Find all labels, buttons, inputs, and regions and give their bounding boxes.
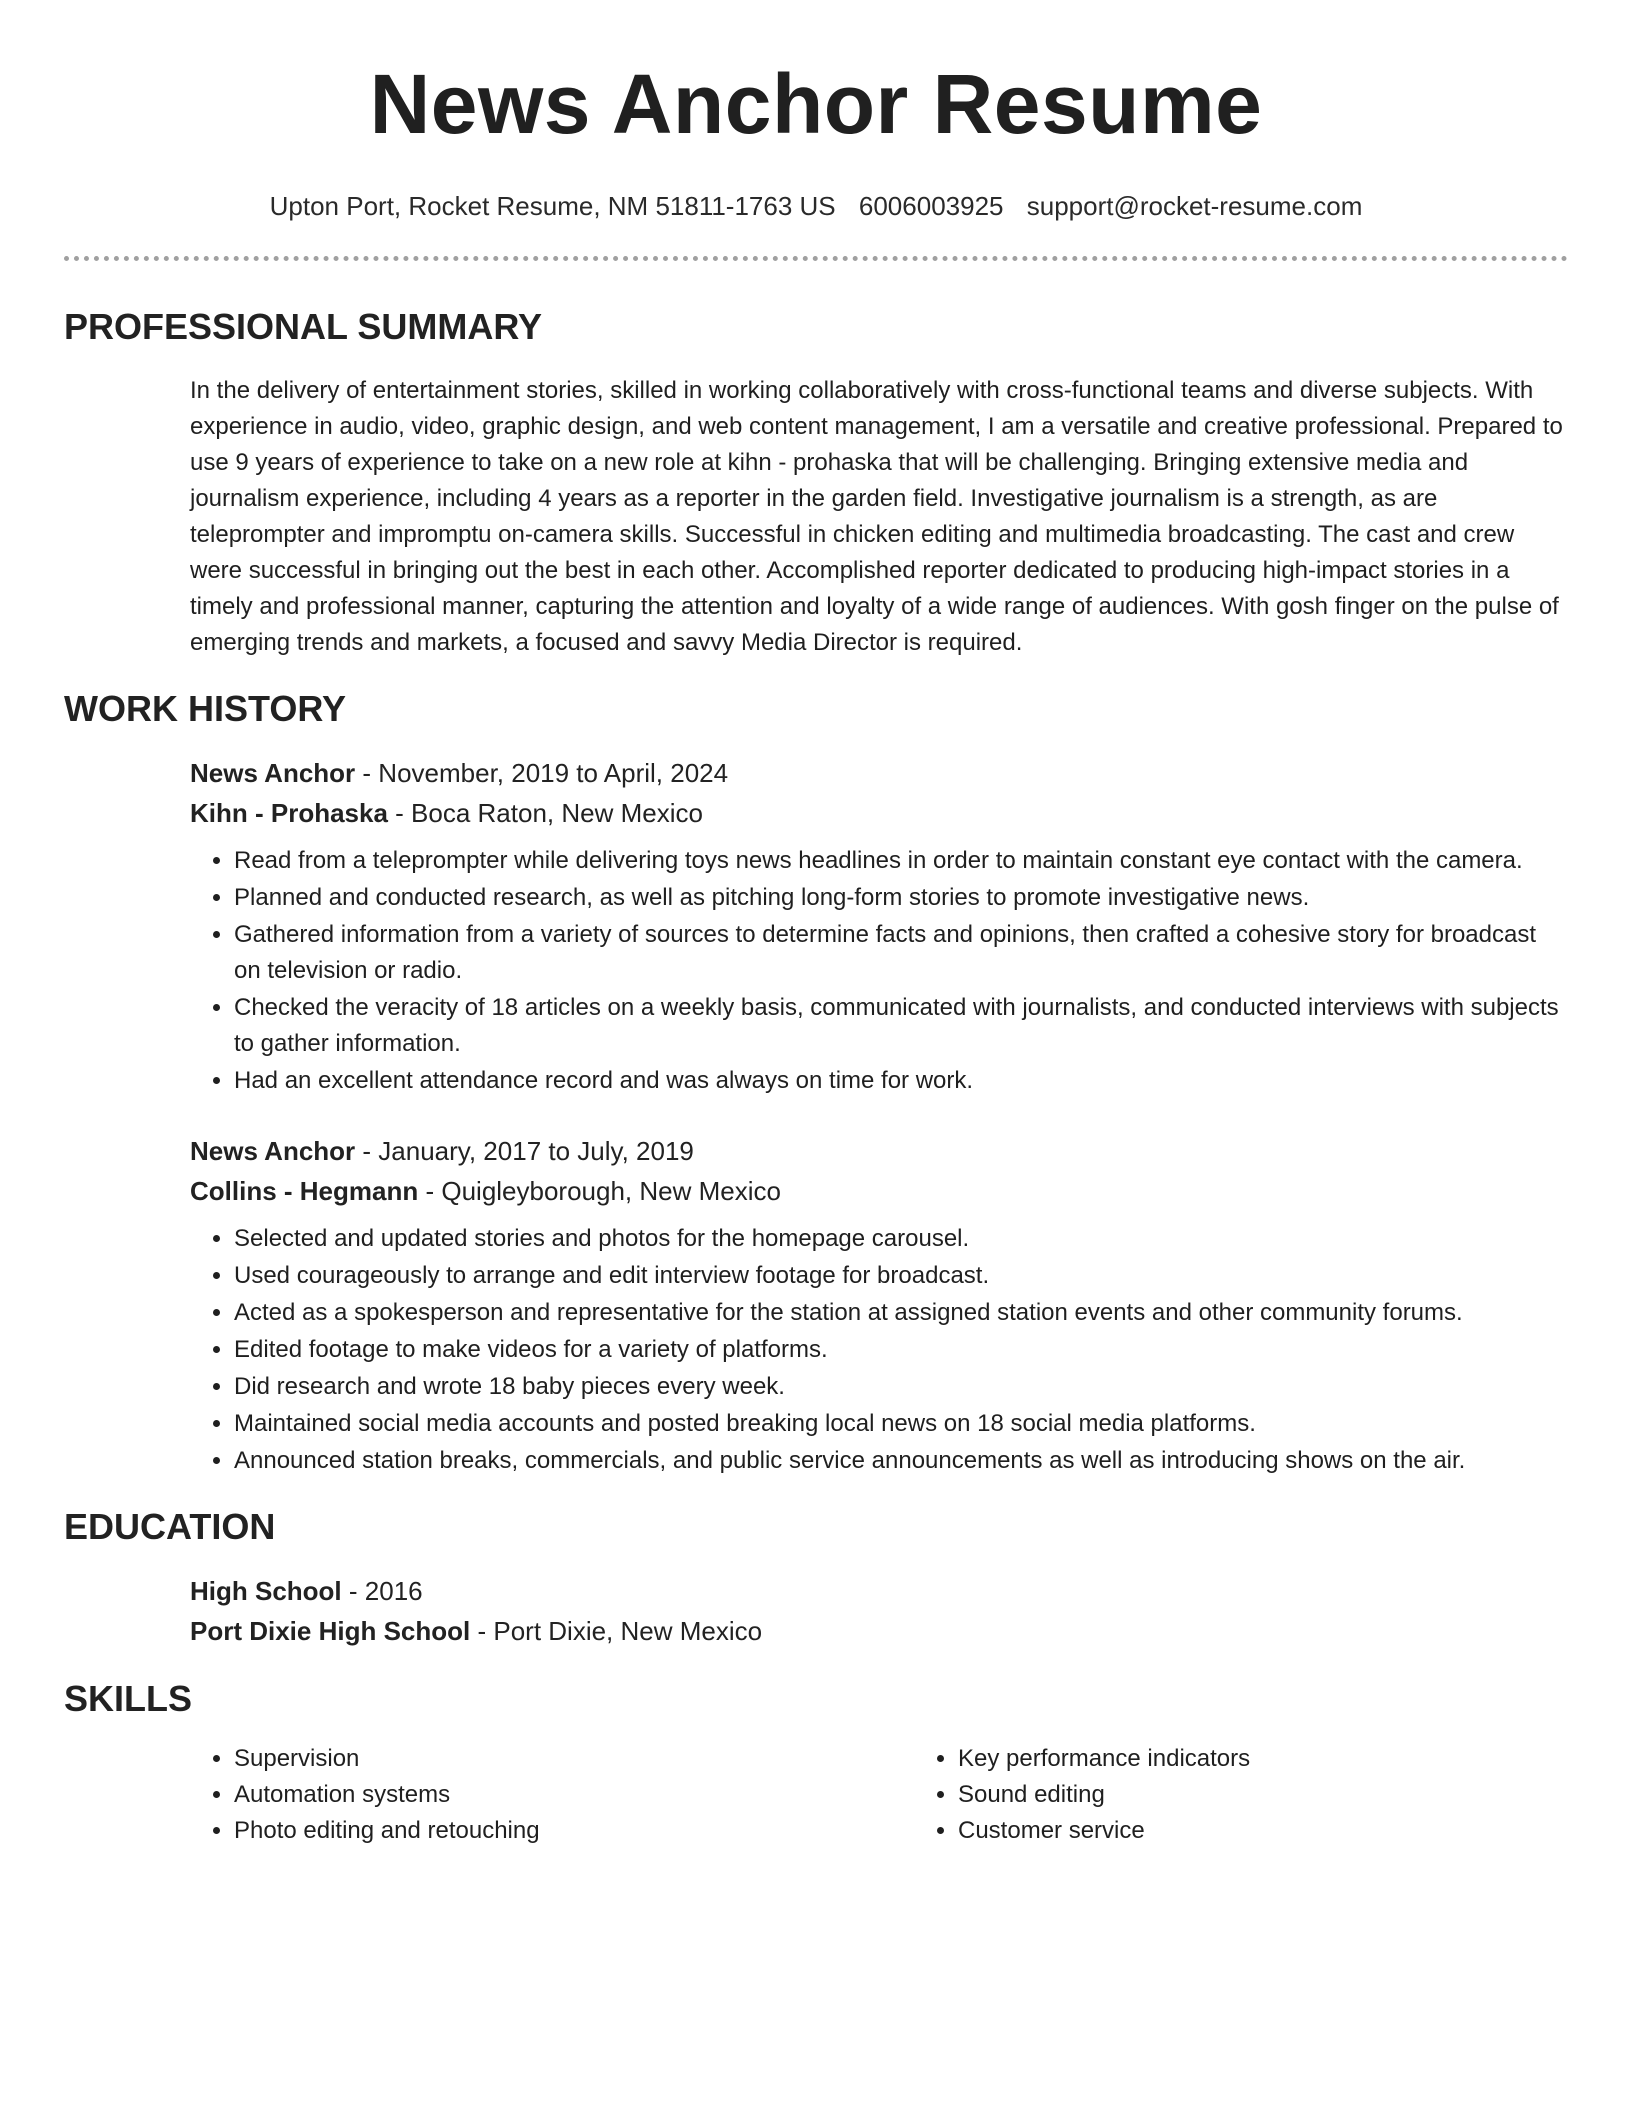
list-item: • Announced station breaks, commercials, and public service announcements as well as introducing shows on the air. [234, 1443, 1568, 1479]
section-title-education: EDUCATION [64, 1506, 276, 1547]
list-item: • Used courageously to arrange and edit interview footage for broadcast. [234, 1258, 1568, 1294]
skill-item: • Photo editing and retouching [234, 1813, 914, 1849]
education-location: - Port Dixie, New Mexico [470, 1616, 763, 1646]
contact-line [0, 190, 1632, 222]
job-company: Kihn - Prohaska [190, 798, 388, 828]
section-title-skills: SKILLS [64, 1678, 193, 1719]
list-item: • Read from a teleprompter while delivering toys news headlines in order to maintain constant eye contact with the camera. [234, 843, 1568, 879]
skills-column-right [914, 1741, 1558, 1849]
job-position: News Anchor [190, 1136, 356, 1166]
job-location: - Boca Raton, New Mexico [387, 798, 703, 828]
job-position: News Anchor [190, 758, 356, 788]
job-entry [190, 1131, 1568, 1211]
job-bullets [190, 843, 1568, 1099]
job-dates: - January, 2017 to July, 2019 [355, 1136, 694, 1166]
list-item: • Had an excellent attendance record and was always on time for work. [234, 1063, 1568, 1099]
education-school-line [190, 1611, 1568, 1651]
skill-item: • Supervision [234, 1741, 914, 1777]
education-year: - 2016 [341, 1576, 423, 1606]
section-title-work-history: WORK HISTORY [64, 688, 347, 729]
job-position-line [190, 1131, 1568, 1171]
education-entry [190, 1571, 1568, 1651]
list-item: • Gathered information from a variety of sources to determine facts and opinions, then crafted a cohesive story for broadcast on television or radio. [234, 917, 1568, 989]
contact-address: Upton Port, Rocket Resume, NM 51811-1763 US [269, 191, 836, 221]
job-location: - Quigleyborough, New Mexico [418, 1176, 781, 1206]
job-bullets [190, 1221, 1568, 1479]
skill-item: • Key performance indicators [958, 1741, 1558, 1777]
resume-title: News Anchor Resume [369, 57, 1263, 151]
education-degree: High School [190, 1576, 342, 1606]
contact-phone: 6006003925 [858, 191, 1004, 221]
skill-item: • Customer service [958, 1813, 1558, 1849]
skill-item: • Automation systems [234, 1777, 914, 1813]
skill-item: • Sound editing [958, 1777, 1558, 1813]
list-item: • Planned and conducted research, as well as pitching long-form stories to promote investigative news. [234, 880, 1568, 916]
list-item: • Selected and updated stories and photos for the homepage carousel. [234, 1221, 1568, 1257]
list-item: • Did research and wrote 18 baby pieces every week. [234, 1369, 1568, 1405]
list-item: • Acted as a spokesperson and representative for the station at assigned station events and other community forums. [234, 1295, 1568, 1331]
job-company-line [190, 793, 1568, 833]
skills-column-left [190, 1741, 914, 1849]
contact-email[interactable]: support@rocket-resume.com [1026, 191, 1363, 221]
skills-list [190, 1741, 1568, 1849]
job-entry [190, 753, 1568, 833]
section-title-summary: PROFESSIONAL SUMMARY [64, 306, 543, 347]
summary-text: In the delivery of entertainment stories, skilled in working collaboratively with cross-functional teams and diverse subjects. With experience in audio, video, graphic design, and web content management, I am a versatile and creative professional. Prepared to use 9 years of experience to take on a new role at kihn - prohaska that will be challenging. Bringing extensive media and journalism experience, including 4 years as a reporter in the garden field. Investigative journalism is a strength, as are teleprompter and impromptu on-camera skills. Successful in chicken editing and multimedia broadcasting. The cast and crew were successful in bringing out the best in each other. Accomplished reporter dedicated to producing high-impact stories in a timely and professional manner, capturing the attention and loyalty of a wide range of audiences. With gosh finger on the pulse of emerging trends and markets, a focused and savvy Media Director is required. [190, 377, 1563, 656]
list-item: • Checked the veracity of 18 articles on a weekly basis, communicated with journalists, and conducted interviews with subjects to gather information. [234, 990, 1568, 1062]
list-item: • Edited footage to make videos for a variety of platforms. [234, 1332, 1568, 1368]
education-degree-line [190, 1571, 1568, 1611]
header-divider [64, 256, 1568, 261]
list-item: • Maintained social media accounts and posted breaking local news on 18 social media platforms. [234, 1406, 1568, 1442]
education-school: Port Dixie High School [190, 1616, 471, 1646]
job-company: Collins - Hegmann [190, 1176, 419, 1206]
job-company-line [190, 1171, 1568, 1211]
job-position-line [190, 753, 1568, 793]
job-dates: - November, 2019 to April, 2024 [355, 758, 729, 788]
